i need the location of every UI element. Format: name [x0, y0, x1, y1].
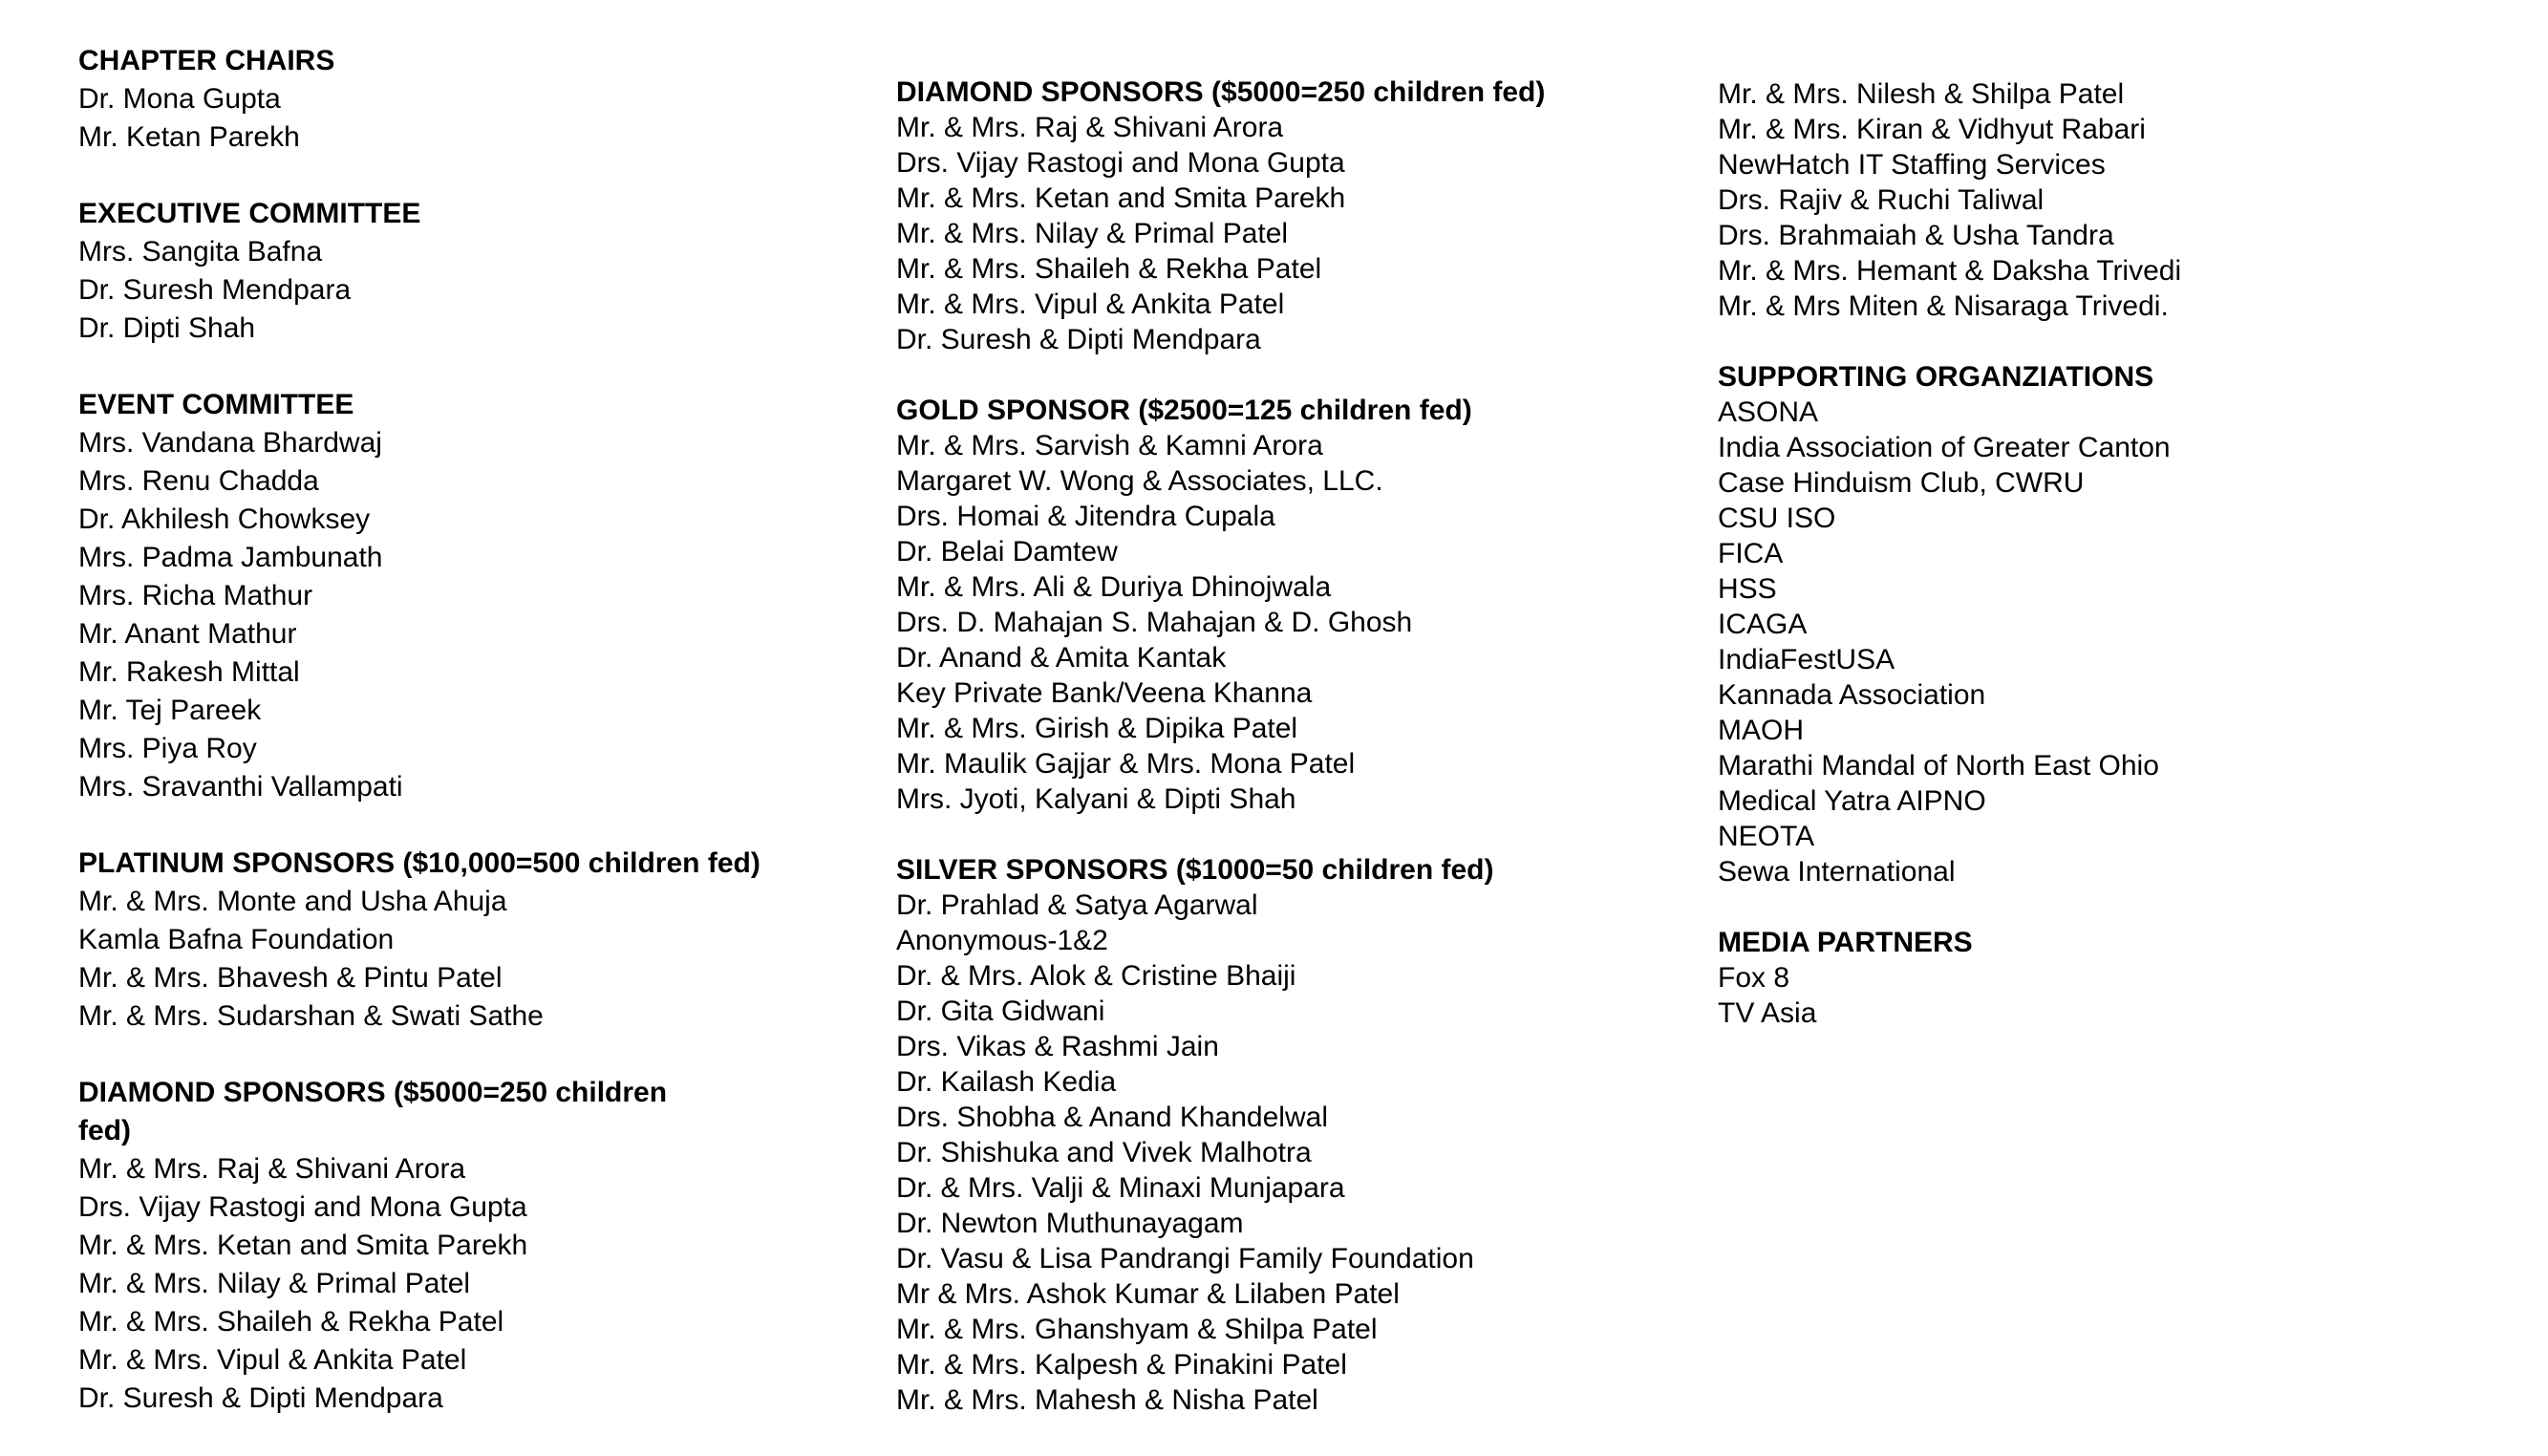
- list-item: CSU ISO: [1718, 503, 1836, 534]
- list-item: Drs. Shobha & Anand Khandelwal: [896, 1102, 1328, 1133]
- list-item: Mr. & Mrs. Raj & Shivani Arora: [896, 112, 1284, 143]
- list-item: Dr. Kailash Kedia: [896, 1066, 1117, 1098]
- list-item: Mr. & Mrs. Sarvish & Kamni Arora: [896, 430, 1323, 461]
- heading-event-committee: EVENT COMMITTEE: [78, 389, 354, 420]
- section-diamond-sponsors-5000-250-children-fed: [896, 75, 1641, 357]
- heading-platinum-sponsors-10-000-500-children-fed: PLATINUM SPONSORS ($10,000=500 children fed): [78, 847, 760, 879]
- list-item: Dr. Dipti Shah: [78, 312, 256, 344]
- list-item: Case Hinduism Club, CWRU: [1718, 467, 2085, 499]
- column-left: [78, 42, 843, 1456]
- section-media-partners: [1718, 925, 2387, 1031]
- column-middle: [896, 75, 1641, 1453]
- list-item: Mrs. Jyoti, Kalyani & Dipti Shah: [896, 783, 1296, 815]
- list-item: Margaret W. Wong & Associates, LLC.: [896, 465, 1383, 497]
- list-item: Mr. & Mrs. Ali & Duriya Dhinojwala: [896, 571, 1332, 603]
- list-item: ICAGA: [1718, 609, 1808, 640]
- heading-diamond-sponsors-5000-250-children-fed: DIAMOND SPONSORS ($5000=250 children fed): [896, 76, 1546, 108]
- list-item: ASONA: [1718, 396, 1819, 428]
- list-item: Mr. Ketan Parekh: [78, 121, 300, 153]
- list-item: Mr. & Mrs. Kalpesh & Pinakini Patel: [896, 1349, 1347, 1381]
- list-item: Dr. Prahlad & Satya Agarwal: [896, 889, 1258, 921]
- list-item: Mr. & Mrs. Monte and Usha Ahuja: [78, 886, 507, 917]
- section-gold-sponsor-2500-125-children-fed: [896, 393, 1641, 817]
- list-item: Mr. & Mrs. Kiran & Vidhyut Rabari: [1718, 114, 2146, 145]
- section-chapter-chairs: [78, 42, 843, 157]
- list-item: MAOH: [1718, 715, 1804, 746]
- list-item: Dr. Suresh & Dipti Mendpara: [896, 324, 1261, 355]
- list-item: Mr. & Mrs. Ketan and Smita Parekh: [78, 1230, 528, 1261]
- list-item: Dr. Vasu & Lisa Pandrangi Family Foundation: [896, 1243, 1474, 1274]
- list-item: Drs. Brahmaiah & Usha Tandra: [1718, 220, 2114, 251]
- list-item: Mr. & Mrs. Mahesh & Nisha Patel: [896, 1384, 1318, 1416]
- list-item: Dr. Belai Damtew: [896, 536, 1118, 567]
- list-item: Medical Yatra AIPNO: [1718, 785, 1986, 817]
- section-silver-sponsors-1000-50-children-fed: [896, 852, 1641, 1418]
- list-item: Drs. Vikas & Rashmi Jain: [896, 1031, 1219, 1062]
- list-item: Dr. & Mrs. Valji & Minaxi Munjapara: [896, 1172, 1345, 1204]
- heading-fed: fed): [78, 1115, 131, 1146]
- list-item: Drs. Vijay Rastogi and Mona Gupta: [896, 147, 1345, 179]
- list-item: Mr. & Mrs. Sudarshan & Swati Sathe: [78, 1000, 544, 1032]
- section-platinum-sponsors-10-000-500-children-fed: [78, 845, 843, 1036]
- section-supporting-organziations: [1718, 359, 2387, 889]
- list-item: Key Private Bank/Veena Khanna: [896, 677, 1313, 709]
- heading-diamond-sponsors-5000-250-children: DIAMOND SPONSORS ($5000=250 children: [78, 1077, 668, 1108]
- list-item: Mr. & Mrs. Nilay & Primal Patel: [78, 1268, 471, 1299]
- list-item: India Association of Greater Canton: [1718, 432, 2171, 463]
- list-item: Mrs. Sravanthi Vallampati: [78, 771, 403, 803]
- list-item: Dr. Anand & Amita Kantak: [896, 642, 1227, 674]
- list-item: Drs. Vijay Rastogi and Mona Gupta: [78, 1191, 527, 1223]
- column-right: [1718, 76, 2387, 1066]
- list-item: Mr. & Mrs Miten & Nisaraga Trivedi.: [1718, 290, 2169, 322]
- list-item: TV Asia: [1718, 997, 1817, 1029]
- list-item: Dr. Suresh & Dipti Mendpara: [78, 1382, 443, 1414]
- heading-chapter-chairs: CHAPTER CHAIRS: [78, 45, 335, 76]
- list-item: Mr. Rakesh Mittal: [78, 656, 300, 688]
- list-item: Mr & Mrs. Ashok Kumar & Lilaben Patel: [896, 1278, 1400, 1310]
- list-item: Mr. & Mrs. Shaileh & Rekha Patel: [78, 1306, 504, 1338]
- list-item: Mrs. Sangita Bafna: [78, 236, 323, 268]
- list-item: Mr. & Mrs. Bhavesh & Pintu Patel: [78, 962, 503, 994]
- list-item: Anonymous-1&2: [896, 925, 1108, 956]
- list-item: Mr. & Mrs. Girish & Dipika Patel: [896, 713, 1298, 744]
- list-item: Kannada Association: [1718, 679, 1986, 711]
- list-item: Dr. Shishuka and Vivek Malhotra: [896, 1137, 1312, 1168]
- section-executive-committee: [78, 195, 843, 348]
- list-item: Drs. Rajiv & Ruchi Taliwal: [1718, 184, 2045, 216]
- heading-executive-committee: EXECUTIVE COMMITTEE: [78, 198, 421, 229]
- list-item: Fox 8: [1718, 962, 1790, 994]
- list-item: Mr. & Mrs. Nilesh & Shilpa Patel: [1718, 78, 2125, 110]
- list-item: Mr. & Mrs. Vipul & Ankita Patel: [78, 1344, 467, 1376]
- list-item: Mrs. Renu Chadda: [78, 465, 319, 497]
- list-item: Dr. & Mrs. Alok & Cristine Bhaiji: [896, 960, 1296, 992]
- list-item: Mr. & Mrs. Ketan and Smita Parekh: [896, 182, 1346, 214]
- list-item: Dr. Akhilesh Chowksey: [78, 503, 371, 535]
- list-item: Sewa International: [1718, 856, 1956, 888]
- list-item: Mrs. Padma Jambunath: [78, 542, 383, 573]
- list-item: Mr. & Mrs. Raj & Shivani Arora: [78, 1153, 466, 1185]
- list-item: Mr. & Mrs. Nilay & Primal Patel: [896, 218, 1289, 249]
- list-item: NewHatch IT Staffing Services: [1718, 149, 2106, 181]
- list-item: NEOTA: [1718, 821, 1815, 852]
- list-item: Mr. Anant Mathur: [78, 618, 297, 650]
- list-item: Marathi Mandal of North East Ohio: [1718, 750, 2159, 782]
- list-item: Mrs. Richa Mathur: [78, 580, 313, 611]
- list-item: Drs. D. Mahajan S. Mahajan & D. Ghosh: [896, 607, 1413, 638]
- list-item: Mrs. Piya Roy: [78, 733, 257, 764]
- list-item: FICA: [1718, 538, 1784, 569]
- heading-supporting-organziations: SUPPORTING ORGANZIATIONS: [1718, 361, 2154, 393]
- list-item: Mr. & Mrs. Ghanshyam & Shilpa Patel: [896, 1314, 1378, 1345]
- list-item: Kamla Bafna Foundation: [78, 924, 395, 955]
- list-item: Dr. Gita Gidwani: [896, 996, 1105, 1027]
- list-item: HSS: [1718, 573, 1777, 605]
- list-item: Dr. Mona Gupta: [78, 83, 281, 115]
- list-item: Dr. Newton Muthunayagam: [896, 1208, 1244, 1239]
- heading-silver-sponsors-1000-50-children-fed: SILVER SPONSORS ($1000=50 children fed): [896, 854, 1494, 886]
- list-item: IndiaFestUSA: [1718, 644, 1895, 675]
- heading-gold-sponsor-2500-125-children-fed: GOLD SPONSOR ($2500=125 children fed): [896, 395, 1472, 426]
- section-diamond-sponsors-5000-250-children: [78, 1074, 843, 1418]
- list-item: Mrs. Vandana Bhardwaj: [78, 427, 382, 459]
- list-item: Mr. & Mrs. Vipul & Ankita Patel: [896, 289, 1285, 320]
- heading-media-partners: MEDIA PARTNERS: [1718, 927, 1973, 958]
- list-item: Dr. Suresh Mendpara: [78, 274, 352, 306]
- list-item: Drs. Homai & Jitendra Cupala: [896, 501, 1275, 532]
- list-item: Mr. Maulik Gajjar & Mrs. Mona Patel: [896, 748, 1356, 780]
- section-event-committee: [78, 386, 843, 806]
- list-item: Mr. Tej Pareek: [78, 695, 262, 726]
- list-item: Mr. & Mrs. Shaileh & Rekha Patel: [896, 253, 1322, 285]
- section-sponsor-list-continued: [1718, 76, 2387, 324]
- list-item: Mr. & Mrs. Hemant & Daksha Trivedi: [1718, 255, 2182, 287]
